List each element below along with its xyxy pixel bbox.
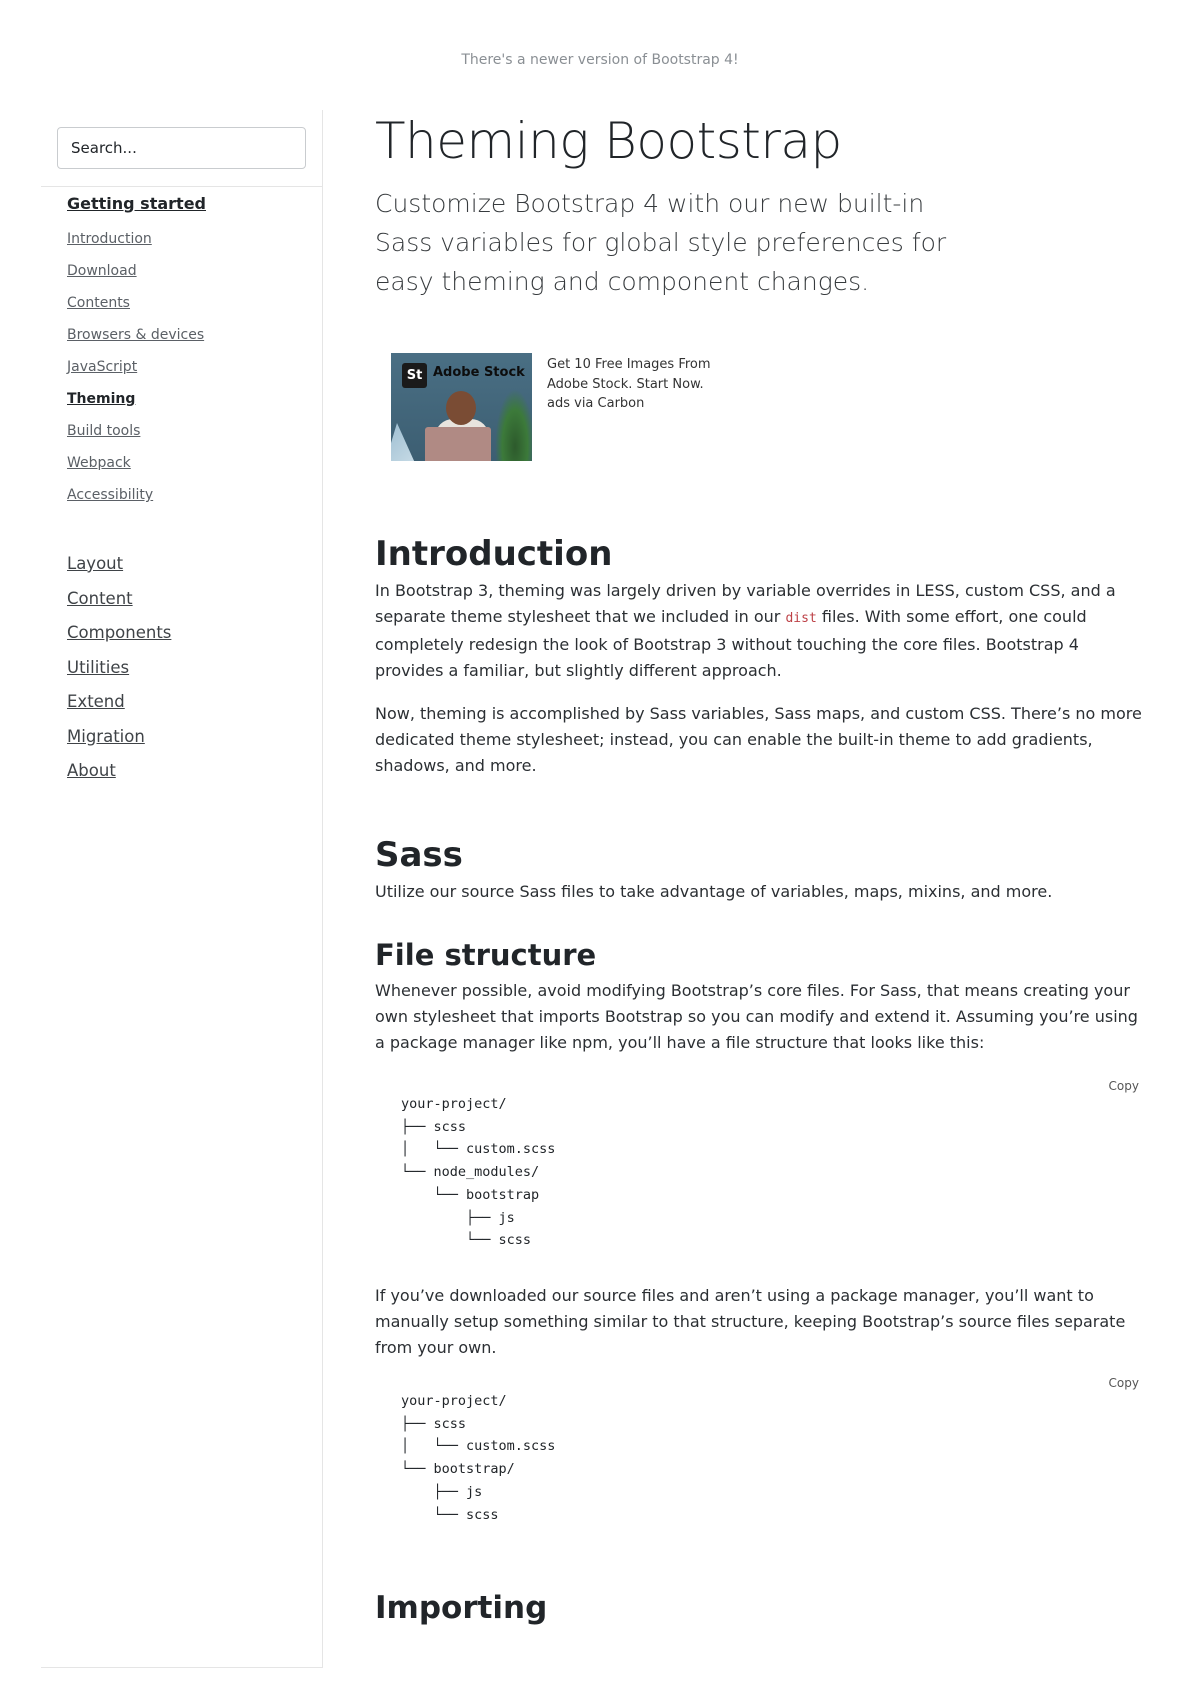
code-block-1 <box>375 1075 1145 1250</box>
ad-brand-name: Adobe Stock <box>433 365 525 380</box>
file-structure-paragraph-2: If you’ve downloaded our source files and aren’t using a package manager, you’ll want to manually setup something similar to that structure, keeping Bootstrap’s source files separate from your own. <box>375 1286 1126 1357</box>
nav-item-extend[interactable]: Extend <box>67 692 125 711</box>
section-introduction <box>375 532 1145 779</box>
sidebar <box>41 110 323 1668</box>
intro-paragraph-1: In Bootstrap 3, theming was largely driven by variable overrides in LESS, custom CSS, and a separate theme stylesheet that we included in our dist files. With some effort, one could completely redesign the look of Bootstrap 3 without touching the core files. Bootstrap 4 provides a familiar, but slightly different approach. <box>375 581 1116 680</box>
nav-item-about[interactable]: About <box>67 761 116 780</box>
search-area <box>41 110 322 187</box>
code-block-2-text: your-project/ ├── scss │ └── custom.scss └── bootstrap/ ├── js └── scss <box>401 1393 556 1523</box>
nav-item-contents[interactable]: Contents <box>67 295 130 311</box>
heading-file-structure: File structure <box>375 938 597 972</box>
main-content <box>375 108 1145 1626</box>
ad-decor-shape <box>391 423 415 461</box>
nav-item-accessibility[interactable]: Accessibility <box>67 487 154 503</box>
adobe-stock-logo-icon: St <box>402 363 427 388</box>
intro-paragraph-2: Now, theming is accomplished by Sass variables, Sass maps, and custom CSS. There’s no more dedicated theme stylesheet; instead, you can enable the built-in theme to add gradients, shadows, and more. <box>375 704 1142 775</box>
page-title: Theming Bootstrap <box>375 112 842 170</box>
file-structure-paragraph-2-wrap <box>375 1283 1145 1361</box>
heading-importing: Importing <box>375 1590 548 1626</box>
ad-laptop <box>425 427 491 461</box>
nav-item-content[interactable]: Content <box>67 588 133 608</box>
ad-plant <box>495 389 532 461</box>
heading-introduction: Introduction <box>375 534 613 574</box>
nav-item-components[interactable]: Components <box>67 623 172 642</box>
nav-item-migration[interactable]: Migration <box>67 726 145 746</box>
code-dist: dist <box>785 611 817 626</box>
copy-button-2[interactable]: Copy <box>1108 1376 1139 1390</box>
search-input[interactable] <box>57 127 306 169</box>
nav-item-browsers-devices[interactable]: Browsers & devices <box>67 327 205 343</box>
nav-item-build-tools[interactable]: Build tools <box>67 423 141 439</box>
newer-version-banner[interactable]: There's a newer version of Bootstrap 4! <box>461 52 739 68</box>
nav-item-layout[interactable]: Layout <box>67 554 124 573</box>
page-lead: Customize Bootstrap 4 with our new built-in Sass variables for global style preferences for easy theming and component changes. <box>375 189 947 296</box>
nav-item-webpack[interactable]: Webpack <box>67 455 131 471</box>
section-importing <box>375 1586 1145 1630</box>
file-structure-paragraph-1: Whenever possible, avoid modifying Bootstrap’s core files. For Sass, that means creating your own stylesheet that imports Bootstrap so you can modify and extend it. Assuming you’re using a package manager like npm, you’ll have a file structure that looks like this: <box>375 981 1138 1052</box>
ad-via-carbon[interactable]: ads via Carbon <box>547 396 645 411</box>
sass-paragraph: Utilize our source Sass files to take advantage of variables, maps, mixins, and more. <box>375 882 1053 901</box>
code-block-2 <box>375 1372 1145 1522</box>
nav-group-getting-started <box>67 194 206 510</box>
nav-item-utilities[interactable]: Utilities <box>67 657 130 677</box>
ad-text[interactable] <box>547 355 717 414</box>
heading-sass: Sass <box>375 835 463 875</box>
nav-item-download[interactable]: Download <box>67 263 137 279</box>
nav-group-title-getting-started[interactable]: Getting started <box>67 194 206 213</box>
section-sass <box>375 833 1145 905</box>
nav-main-list <box>67 547 171 789</box>
copy-button-1[interactable]: Copy <box>1108 1079 1139 1093</box>
code-block-1-text: your-project/ ├── scss │ └── custom.scss └── node_modules/ └── bootstrap ├── js └── scss <box>401 1096 556 1249</box>
nav-item-introduction[interactable]: Introduction <box>67 231 152 247</box>
ad-person-head <box>446 391 476 425</box>
ad-line-2: Adobe Stock. Start Now. <box>547 376 704 392</box>
nav-item-theming[interactable]: Theming <box>67 391 136 407</box>
nav-sub-list <box>67 222 206 510</box>
section-file-structure <box>375 936 1145 1056</box>
carbon-ad[interactable] <box>391 353 711 463</box>
ad-line-1: Get 10 Free Images From <box>547 357 711 372</box>
nav-item-javascript[interactable]: JavaScript <box>67 359 138 375</box>
ad-image[interactable] <box>391 353 532 461</box>
